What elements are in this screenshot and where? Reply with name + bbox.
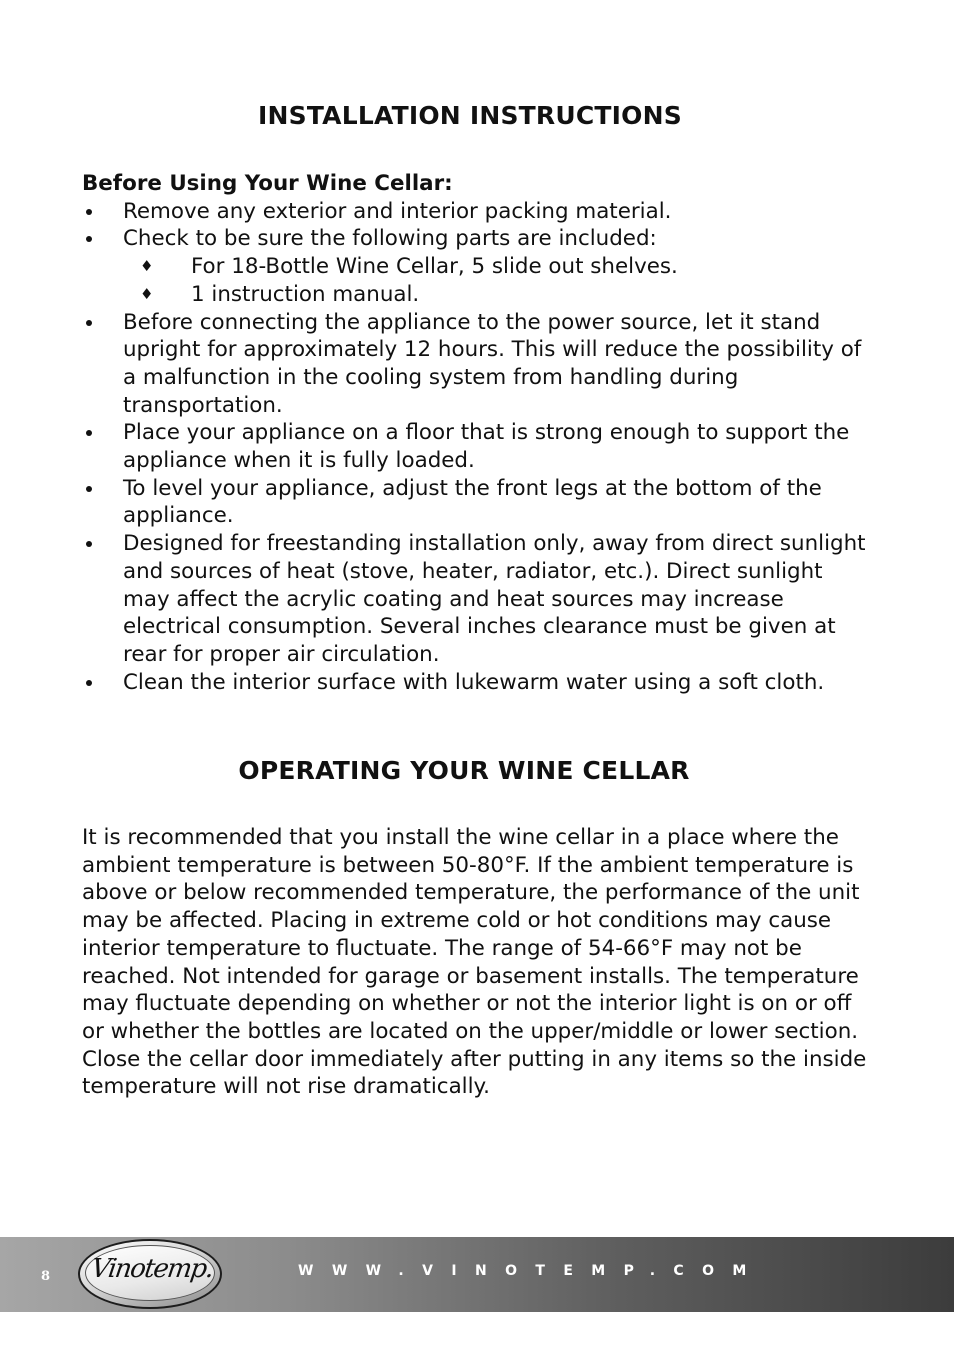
list-item: Clean the interior surface with lukewarm water using a soft cloth. <box>82 669 872 697</box>
bullet-icon <box>86 320 92 326</box>
installation-instructions-heading: INSTALLATION INSTRUCTIONS <box>258 101 682 130</box>
list-item: ♦ For 18-Bottle Wine Cellar, 5 slide out shelves. <box>140 254 678 280</box>
list-item: Place your appliance on a floor that is strong enough to support the appliance when it is fully loaded. <box>82 419 872 474</box>
operating-wine-cellar-heading: OPERATING YOUR WINE CELLAR <box>238 756 690 785</box>
before-using-subheading: Before Using Your Wine Cellar: <box>82 171 453 196</box>
included-parts-list <box>82 253 872 308</box>
bullet-icon <box>86 430 92 436</box>
logo-text: Vinotemp. <box>89 1254 215 1284</box>
diamond-bullet-icon: ♦ <box>140 284 154 303</box>
vinotemp-logo <box>78 1239 224 1309</box>
installation-section <box>82 170 872 696</box>
bullet-icon <box>86 486 92 492</box>
bullet-icon <box>86 680 92 686</box>
bullet-icon <box>86 541 92 547</box>
list-item: ♦ 1 instruction manual. <box>140 281 420 307</box>
bullet-icon <box>86 209 92 215</box>
list-item: To level your appliance, adjust the front legs at the bottom of the appliance. <box>82 475 872 530</box>
bullet-icon <box>86 236 92 242</box>
list-item: Remove any exterior and interior packing material. <box>82 198 872 226</box>
list-item: Designed for freestanding installation only, away from direct sunlight and sources of heat (stove, heater, radiator, etc.). Direct sunlight may affect the acrylic coating and heat sources may increase electrical consumption. Several inches clearance must be given at rear for proper air circulation. <box>82 530 872 669</box>
list-item: Check to be sure the following parts are included: <box>82 225 872 253</box>
list-item: Before connecting the appliance to the power source, let it stand upright for approximately 12 hours. This will reduce the possibility of a malfunction in the cooling system from handling during transportation. <box>82 309 872 420</box>
website-url: WWW.VINOTEMP.COM <box>298 1263 765 1279</box>
page-number: 8 <box>41 1269 51 1284</box>
diamond-bullet-icon: ♦ <box>140 257 154 276</box>
installation-bullet-list-continued <box>82 309 872 697</box>
operating-paragraph: It is recommended that you install the wine cellar in a place where the ambient temperature is between 50-80°F. If the ambient temperature is above or below recommended temperature, the performance of the unit may be affected. Placing in extreme cold or hot conditions may cause interior temperature to fluctuate. The range of 54-66°F may not be reached. Not intended for garage or basement installs. The temperature may fluctuate depending on whether or not the interior light is on or off or whether the bottles are located on the upper/middle or lower section. Close the cellar door immediately after putting in any items so the inside temperature will not rise dramatically. <box>82 825 867 1100</box>
footer-bar <box>0 1237 954 1312</box>
operating-section <box>82 824 872 1101</box>
installation-bullet-list <box>82 198 872 253</box>
